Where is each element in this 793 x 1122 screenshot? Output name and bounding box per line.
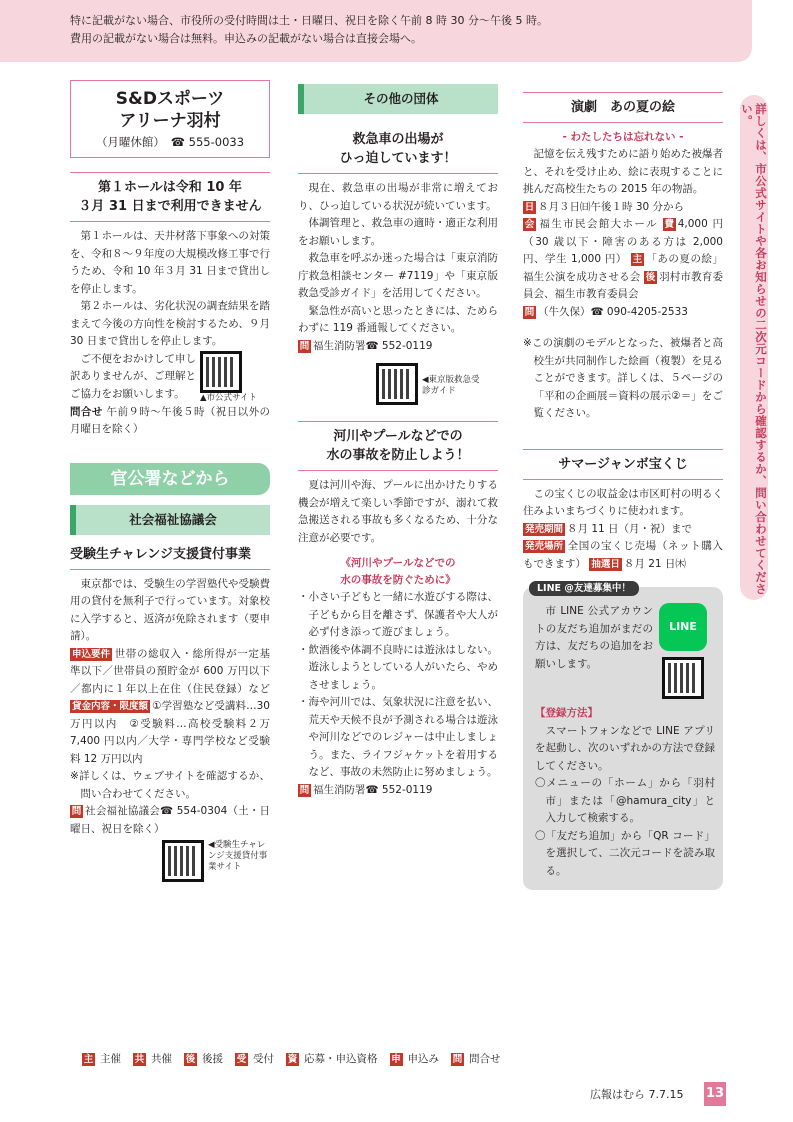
line-top-row	[535, 603, 715, 699]
lottery-place: 全国の宝くじ売場（ネット購入もできます）	[523, 540, 723, 570]
side-note-text: 詳しくは、市公式サイトや各お知らせの二次元コードから確認するか、問い合わせてください。	[740, 103, 768, 595]
column-2	[298, 84, 498, 799]
shakyo-contact	[70, 803, 270, 838]
shakyo-note: ※詳しくは、ウェブサイトを確認するか、問い合わせてください。	[70, 770, 270, 800]
shakyo-req-text: 世帯の総収入・総所得が一定基準以下／世帯員の預貯金が 600 万円以下／都内に１年以上在住（住民登録）など	[70, 647, 270, 695]
venue-icon: 会	[524, 219, 535, 230]
play-host-text: 「あの夏の絵」福生公演を成功させる会	[523, 253, 724, 283]
legend-item	[184, 1052, 223, 1066]
arena-p2: 第２ホールは、劣化状況の調査結果を踏まえて今後の方向性を検討するため、９月 30 日まで貸出しを停止します。	[70, 300, 270, 347]
support-icon: 後	[185, 1053, 196, 1065]
banner-line-1: 特に記載がない場合、市役所の受付時間は土・日曜日、祝日を除く午前 8 時 30 分〜午後 5 時。	[70, 14, 548, 27]
shakyo-amount-label: 貸金内容・限度額	[72, 701, 149, 712]
other-qr-caption: ◀東京版救急受診ガイド	[422, 375, 480, 396]
contact-icon: 問	[299, 784, 310, 796]
side-note	[740, 95, 768, 600]
notice-banner	[0, 0, 752, 62]
arena-title-2: アリーナ羽村	[119, 111, 221, 131]
water-bullets	[298, 589, 498, 782]
line-reg-title: 【登録方法】	[535, 707, 598, 719]
arena-p1: 第１ホールは、天井材落下事象への対策を、令和８〜９年度の大規模改修工事で行うため、令和 10 年３月 31 日まで貸出しを停止します。	[70, 230, 270, 295]
legend-label: 共催	[151, 1053, 172, 1065]
legend-label: 後援	[202, 1053, 223, 1065]
shakyo-contact-text: 社会福祉協議会☎ 554-0304（土・日曜日、祝日を除く）	[70, 805, 270, 835]
shakyo-qr-caption: ◀受験生チャレンジ支援貸付事業サイト	[208, 840, 268, 872]
contact-icon: 問	[452, 1053, 463, 1065]
list-item: ・海や河川では、気象状況に注意を払い、荒天や天候不良が予測される場合は遊泳や河川などでのレジャーは中止しましょう。また、ライフジャケットを着用するなど、事故の未然防止に努めましょう。	[298, 696, 498, 778]
contact-icon: 問	[524, 306, 535, 318]
arena-p3: ご不便をおかけして申し訳ありませんが、ご理解とご協力をお願いします。	[70, 352, 196, 400]
line-p2: スマートフォンなどで LINE アプリを起動し、次のいずれかの方法で登録してください。	[535, 724, 715, 772]
legend-label: 申込み	[407, 1053, 439, 1065]
lottery-headline: サマージャンボ宝くじ	[523, 449, 723, 480]
other-p3: 救急車を呼ぶか迷った場合は「東京消防庁救急相談センター #7119」や「東京版救急受診ガイド」を活用してください。	[298, 252, 498, 299]
lottery-draw-label: 抽選日	[591, 558, 620, 570]
line-icons	[659, 603, 707, 699]
arena-contact-label: 問合せ	[70, 405, 103, 418]
host-icon: 主	[632, 254, 643, 265]
play-date-text: ８月３日㈰午後１時 30 分から	[538, 200, 685, 213]
legend-label: 問合せ	[469, 1053, 501, 1065]
fee-icon: 費	[664, 219, 674, 230]
cohost-icon: 共	[134, 1053, 145, 1065]
shakyo-headline: 受験生チャレンジ支援貸付事業	[70, 545, 270, 570]
arena-contact	[70, 404, 270, 439]
other-qr-row	[376, 363, 498, 405]
play-contact	[523, 304, 723, 322]
lottery-place-label: 発売場所	[525, 541, 564, 552]
shakyo-req	[70, 646, 270, 769]
water-p1: 夏は河川や海、プールに出かけたりする機会が増えて楽しい季節ですが、溺れて救急搬送される事故も多くなるため、十分な注意が必要です。	[298, 479, 498, 544]
other-contact-text: 福生消防署☎ 552-0119	[313, 339, 433, 352]
kankousho-title: 官公署などから	[70, 463, 270, 495]
line-box	[523, 587, 723, 890]
support-icon: 後	[645, 271, 656, 283]
contact-icon: 問	[71, 806, 82, 817]
arena-contact-text: 午前９時〜午後５時（祝日以外の月曜日を除く）	[70, 405, 271, 435]
legend-label: 受付	[253, 1053, 274, 1065]
line-logo-icon: LINE	[659, 603, 707, 651]
list-item: ・飲酒後や体調不良時には遊泳はしない。遊泳しようとしている人がいたら、やめさせましょう。	[298, 643, 498, 691]
legend-label: 主催	[100, 1053, 121, 1065]
play-note: ※この演劇のモデルとなった、被爆者と高校生が共同制作した絵画（複製）を見ることができます。詳しくは、５ページの「平和の企画展＝資料の展示②＝」をご覧ください。	[523, 337, 723, 419]
play-p1: 記憶を伝え残すために語り始めた被爆者と、それを受け止め、絵に表現することに挑んだ高校生たちの 2015 年の物語。	[523, 148, 723, 195]
legend-item	[133, 1052, 172, 1066]
host-icon: 主	[83, 1053, 94, 1065]
qr-code-icon[interactable]	[376, 363, 418, 405]
column-3	[523, 84, 723, 890]
lottery-period: ８月 11 日（月・祝）まで	[567, 522, 693, 535]
legend-label: 応募・申込資格	[304, 1053, 378, 1065]
legend-item	[235, 1052, 274, 1066]
qr-code-icon[interactable]	[662, 657, 704, 699]
reception-icon: 受	[236, 1053, 247, 1065]
arena-title-1: S&Dスポーツ	[115, 89, 225, 109]
footer-text: 広報はむら 7.7.15	[590, 1088, 684, 1101]
shakyo-p1: 東京都では、受験生の学習塾代や受験費用の貸付を無利子で行っています。対象校に入学すると、返済が免除されます（要申請）。	[70, 577, 270, 642]
lottery-details	[523, 521, 723, 574]
line-p1: 市 LINE 公式アカウントの友だち追加がまだの方は、友だちの追加をお願いします。	[535, 605, 653, 670]
other-contact	[298, 338, 498, 356]
shakyo-tab: 社会福祉協議会	[70, 505, 270, 535]
icon-legend	[82, 1052, 501, 1066]
lottery-p1: この宝くじの収益金は市区町村の明るく住みよいまちづくりに使われます。	[523, 487, 723, 517]
play-contact-text: （牛久保）☎ 090-4205-2533	[538, 305, 688, 318]
water-headline: 河川やプールなどでの 水の事故を防止しよう！	[298, 421, 498, 471]
other-p2: 体調管理と、救急車の適時・適正な利用をお願いします。	[298, 217, 498, 247]
eligibility-icon: 資	[287, 1053, 298, 1065]
line-tab: LINE @友達募集中！	[529, 581, 639, 596]
lottery-draw: ８月 21 日㈭	[623, 557, 686, 570]
list-item: ・小さい子どもと一緒に水遊びする際は、子どもから目を離さず、保護者や大人が必ず付き添って遊びましょう。	[298, 591, 498, 638]
other-p4: 緊急性が高いと思ったときには、ためらわずに 119 番通報してください。	[298, 304, 498, 334]
list-item: 〇「友だち追加」から「QR コード」を選択して、二次元コードを読み取る。	[535, 829, 715, 877]
play-fee-text: 4,000 円（30 歳以下・障害のある方は 2,000 円、学生 1,000 円）	[523, 218, 723, 265]
play-venue	[523, 216, 723, 304]
play-date	[523, 199, 723, 217]
banner-line-2: 費用の記載がない場合は無料。申込みの記載がない場合は直接会場へ。	[70, 32, 422, 45]
arena-sub: （月曜休館） ☎ 555-0033	[95, 135, 245, 149]
play-headline: 演劇 あの夏の絵	[523, 92, 723, 123]
play-support-text: 羽村市教育委員会、福生市教育委員会	[523, 270, 724, 300]
list-item: 〇メニューの「ホーム」から「羽村市」または「@hamura_city」と入力して検索する。	[535, 777, 715, 824]
legend-item	[286, 1052, 378, 1066]
play-venue-text: 福生市民会館大ホール	[538, 218, 658, 230]
legend-item	[82, 1052, 121, 1066]
water-contact	[298, 782, 498, 800]
contact-icon: 問	[299, 340, 310, 352]
legend-item	[451, 1052, 501, 1066]
column-1	[70, 80, 270, 882]
legend-item	[390, 1052, 440, 1066]
shakyo-req-label: 申込要件	[72, 648, 111, 660]
line-items	[535, 775, 715, 880]
arena-headline: 第１ホールは令和 10 年 ３月 31 日まで利用できません	[70, 172, 270, 222]
other-headline: 救急車の出場が ひっ迫しています！	[298, 130, 498, 174]
play-sub: - わたしたちは忘れない -	[562, 131, 684, 143]
lottery-period-label: 発売期間	[525, 523, 564, 535]
apply-icon: 申	[391, 1053, 401, 1065]
qr-code-icon[interactable]	[200, 351, 242, 393]
arena-qr-block	[200, 351, 257, 404]
other-tab: その他の団体	[298, 84, 498, 114]
water-contact-text: 福生消防署☎ 552-0119	[313, 783, 433, 796]
page-number: 13	[704, 1082, 726, 1106]
arena-box	[70, 80, 270, 158]
arena-qr-caption: ▲市公式サイト	[200, 392, 257, 403]
water-sub: 《河川やプールなどでの 水の事故を防ぐために》	[340, 557, 456, 586]
arena-qr-row	[70, 351, 270, 404]
line-section	[523, 583, 723, 890]
shakyo-qr-row	[162, 840, 270, 882]
qr-code-icon[interactable]	[162, 840, 204, 882]
other-p1: 現在、救急車の出場が非常に増えており、ひっ迫している状況が続いています。	[298, 182, 498, 212]
date-icon: 日	[524, 201, 535, 213]
shakyo-amount-text: ①学習塾など受講料…30 万円以内 ②受験料…高校受験料２万 7,400 円以内／大学・専門学校など受験料 12 万円以内	[70, 700, 270, 765]
